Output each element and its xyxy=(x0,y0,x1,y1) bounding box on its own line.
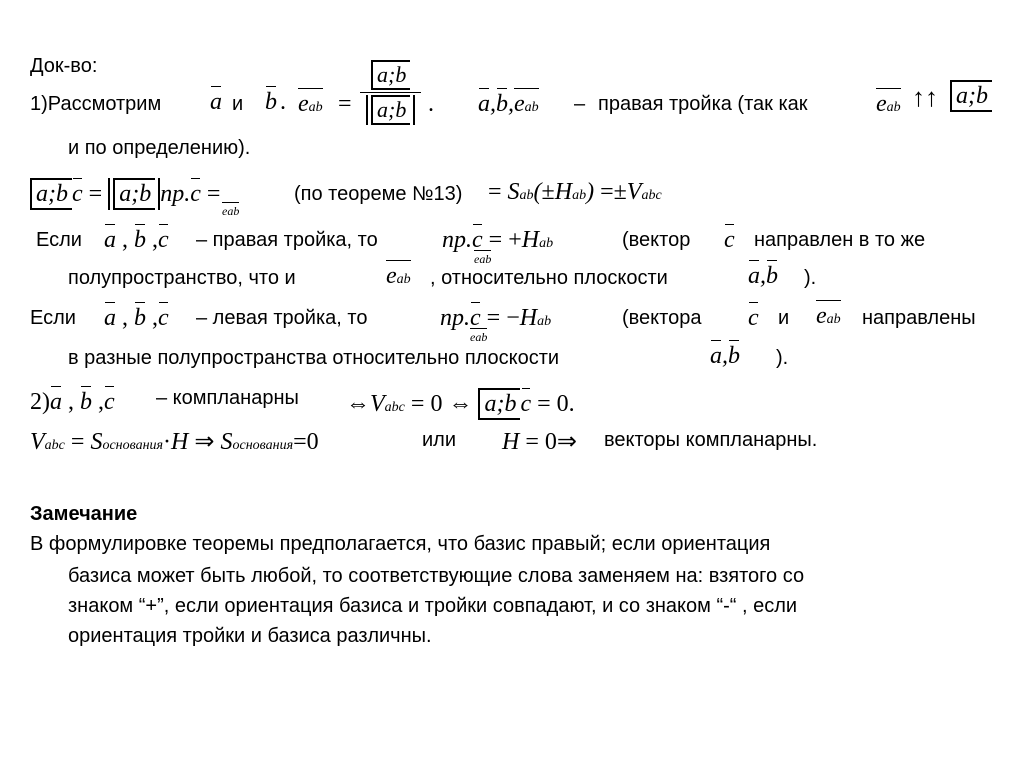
e-ab-vector-3: eab xyxy=(386,262,411,294)
remark-title: Замечание xyxy=(30,503,138,525)
halfspace-text: полупространство, что и xyxy=(68,267,296,289)
vec-a: a xyxy=(210,89,222,115)
step1-and: и xyxy=(232,93,244,115)
plane-ab-2: a,b xyxy=(710,343,740,369)
proj-subscript-2: eab xyxy=(474,252,492,266)
h-zero: H = 0⇒ xyxy=(502,429,577,455)
vec-c-2: c xyxy=(748,305,759,331)
rel-plane-text: , относительно плоскости xyxy=(430,267,668,289)
vector-word: (вектор xyxy=(622,229,691,251)
vec-b: b xyxy=(265,89,277,115)
remark-line-4: ориентация тройки и базиса различны. xyxy=(68,625,432,647)
different-halfspaces: в разные полупространства относительно плоскости xyxy=(68,347,560,369)
proj-subscript-1: eab xyxy=(222,204,240,218)
case-right-close: ). xyxy=(804,267,817,289)
dash1: – xyxy=(574,93,586,115)
or-text: или xyxy=(422,429,457,451)
vec-c: c xyxy=(724,227,735,253)
step1-lead: 1)Рассмотрим xyxy=(30,93,162,115)
coplanar-text: – компланарны xyxy=(156,387,299,409)
case-left-if: Если xyxy=(30,307,76,329)
plane-ab-1: a,b xyxy=(748,263,778,289)
case-left-close: ). xyxy=(776,347,789,369)
volume-expr: = Sab(±Hab) =±Vabc xyxy=(488,179,662,205)
triple-a-b-eab: a,b,eab xyxy=(478,90,539,122)
proof-heading: Док-во: xyxy=(30,55,98,77)
e-ab-vector-4: eab xyxy=(816,302,841,334)
codirected-arrows-icon: ↑↑ xyxy=(912,83,938,112)
directed-same: направлен в то же xyxy=(754,229,926,251)
e-ab-vector: eab xyxy=(298,90,323,122)
proj-subscript-3: eab xyxy=(470,330,488,344)
remark-line-2: базиса может быть любой, то соответствующие слова заменяем на: взятого со xyxy=(68,565,805,587)
by-theorem: (по теореме №13) xyxy=(294,183,463,205)
coplanar-condition: ⇔Vabc = 0 ⇔ a;b c = 0. xyxy=(346,388,575,422)
by-definition: и по определению). xyxy=(68,137,251,159)
volume-base-expr: Vabc = Sоснования·H ⇒ Sоснования=0 xyxy=(30,429,319,455)
remark-line-1: В формулировке теоремы предполагается, что базис правый; если ориентация xyxy=(30,533,771,555)
dot2: . xyxy=(428,91,434,117)
coplanar-vectors-text: векторы компланарны. xyxy=(604,429,818,451)
triple-product-expr: a;b c = a;b np.c = xyxy=(30,178,220,210)
case-right-abc: a , b ,c xyxy=(104,227,169,253)
case-right-text: – правая тройка, то xyxy=(196,229,378,251)
case-right-if: Если xyxy=(36,229,82,251)
directed-text: направлены xyxy=(862,307,976,329)
case-left-abc: a , b ,c xyxy=(104,305,169,331)
e-ab-fraction: a;b a;b xyxy=(360,60,421,125)
eq1: = xyxy=(338,91,352,117)
e-ab-vector-2: eab xyxy=(876,90,901,122)
vectors-word: (вектора xyxy=(622,307,702,329)
case-left-proj: np.c = −Hab xyxy=(440,305,552,331)
case-left-and: и xyxy=(778,307,790,329)
right-triple-text: правая тройка (так как xyxy=(598,93,808,115)
dot: . xyxy=(280,89,286,115)
remark-line-3: знаком “+”, если ориентация базиса и тройки совпадают, и со знаком “-“ , если xyxy=(68,595,798,617)
case-right-proj: np.c = +Hab xyxy=(442,227,554,253)
ab-bracket: a;b xyxy=(950,80,992,112)
case-left-text: – левая тройка, то xyxy=(196,307,368,329)
step2-abc: 2)a , b ,c xyxy=(30,389,115,415)
